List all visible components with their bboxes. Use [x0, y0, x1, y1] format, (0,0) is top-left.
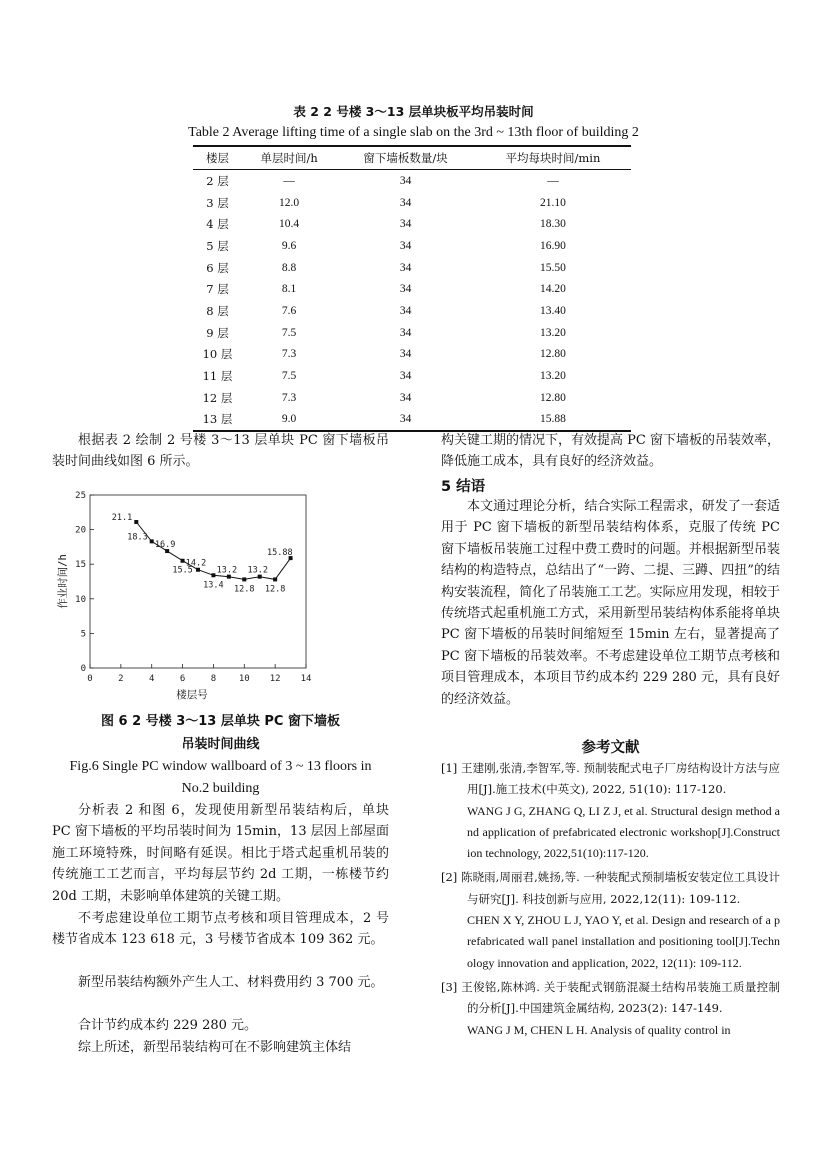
x-tick-label: 12	[269, 674, 281, 684]
table-cell: 14.20	[540, 283, 566, 296]
table-cell: 34	[399, 391, 412, 404]
extra-cost-paragraph: 新型吊装结构额外产生人工、材料费用约 3 700 元。	[78, 975, 384, 990]
table-row	[193, 365, 631, 387]
table-cell: 10.4	[279, 218, 300, 231]
table-cell: 15.50	[540, 261, 566, 274]
cost-paragraph: 不考虑建设单位工期节点考核和项目管理成本，2 号楼节省成本 123 618 元，3 号楼节省成本 109 362 元。	[52, 911, 389, 948]
table-cell: 34	[399, 239, 412, 252]
table-cell: 9 层	[206, 325, 229, 340]
references-list	[441, 758, 780, 1041]
x-tick-label: 14	[300, 674, 312, 684]
table-cell: 10 层	[202, 347, 233, 362]
table-row	[193, 344, 631, 366]
table-header-row	[193, 146, 631, 170]
table-row	[193, 192, 631, 214]
table-cell: 15.88	[475, 409, 631, 432]
reference-zh: [2] 陈晓雨,周丽君,姚扬,等. 一种装配式预制墙板安装定位工具设计与研究[J]. 科技创新与应用, 2022,12(11): 109-112.	[441, 870, 780, 906]
table-cell: 8.1	[281, 283, 297, 296]
reference-item	[441, 867, 780, 973]
table-row	[193, 257, 631, 279]
section-title-conclusion: 5 结语	[441, 479, 486, 495]
data-label: 13.2	[247, 565, 268, 576]
header-floor-time: 单层时间/h	[242, 146, 336, 170]
data-label: 15.88	[266, 548, 293, 559]
data-point	[211, 573, 215, 577]
table-cell: 34	[336, 409, 475, 432]
table-cell: 8 层	[206, 303, 229, 318]
reference-zh: [1] 王建刚,张清,李智军,等. 预制装配式电子厂房结构设计方法与应用[J].施工技术(中英文), 2022, 51(10): 117-120.	[441, 761, 780, 797]
table-cell: 7.3	[281, 348, 297, 361]
table-cell: 34	[399, 196, 412, 209]
table-cell: 13.20	[540, 370, 566, 383]
table-cell: 8.8	[281, 261, 297, 274]
table-cell: 13 层	[193, 409, 242, 432]
table-cell: 34	[399, 174, 412, 187]
table-cell: —	[547, 174, 559, 187]
table-cell: 34	[399, 261, 412, 274]
summary-paragraph: 综上所述，新型吊装结构可在不影响建筑主体结	[78, 1040, 352, 1055]
figure-caption-en-line1: Fig.6 Single PC window wallboard of 3 ~ 13 floors in	[69, 759, 372, 774]
reference-item	[441, 758, 780, 864]
reference-en: CHEN X Y, ZHOU L J, YAO Y, et al. Design and research of a prefabricated wall panel installation and positioning tool[J].Technology innovation and application, 2022, 12(11): 109-112.	[467, 913, 780, 970]
table-cell: 13.20	[540, 326, 566, 339]
x-axis-label: 楼层号	[176, 689, 208, 701]
data-point	[134, 520, 138, 524]
data-label: 12.8	[264, 584, 286, 595]
data-label: 14.2	[185, 558, 207, 569]
table-cell: 13.40	[540, 304, 566, 317]
table-row	[193, 322, 631, 344]
data-table	[193, 145, 631, 432]
y-tick-label: 0	[80, 664, 86, 674]
figure-caption-zh-line1: 图 6 2 号楼 3～13 层单块 PC 窗下墙板	[101, 714, 340, 729]
table-cell: 34	[399, 304, 412, 317]
data-label: 18.3	[127, 532, 148, 543]
table-cell: 16.90	[540, 239, 566, 252]
table-cell: 9.0	[242, 409, 336, 432]
x-tick-label: 10	[238, 674, 250, 684]
reference-zh: [3] 王俊铭,陈林鸿. 关于装配式钢筋混凝土结构吊装施工质量控制的分析[J].中国建筑金属结构, 2023(2): 147-149.	[441, 979, 780, 1016]
x-tick-label: 8	[210, 674, 217, 684]
table-cell: 18.30	[540, 218, 566, 231]
table-row	[193, 170, 631, 192]
data-point	[242, 577, 246, 581]
table-cell: 2 层	[206, 173, 229, 188]
header-floor: 楼层	[193, 146, 242, 170]
table-cell: 9.6	[281, 239, 297, 252]
table-cell: 12.80	[540, 348, 566, 361]
table-row	[193, 235, 631, 257]
reference-en: WANG J M, CHEN L H. Analysis of quality control in	[467, 1022, 731, 1037]
y-tick-label: 15	[75, 560, 86, 571]
data-point	[181, 559, 185, 563]
intro-paragraph: 根据表 2 绘制 2 号楼 3～13 层单块 PC 窗下墙板吊装时间曲线如图 6 所示。	[52, 433, 389, 470]
reference-en: WANG J G, ZHANG Q, LI Z J, et al. Structural design method and application of prefabricated electronic workshop[J].Construction technology, 2022,51(10):117-120.	[467, 803, 780, 861]
data-label: 13.4	[203, 580, 224, 591]
data-label: 13.2	[216, 565, 238, 576]
table-cell: 3 层	[206, 195, 229, 210]
data-point	[150, 539, 154, 543]
conclusion-paragraph: 本文通过理论分析，结合实际工程需求，研发了一套适用于 PC 窗下墙板的新型吊装结构体系，克服了传统 PC 窗下墙板吊装施工过程中费工费时的问题。并根据新型吊装结构的构造特点，总结出了“一跨、二提、三蹲、四扭”的结构安装流程，简化了吊装施工工艺。实际应用发现，相较于传统塔式起重机施工方式，采用新型吊装结构体系能将单块 PC 窗下墙板的吊装时间缩短至 15min 左右，显著提高了 PC 窗下墙板的吊装效率。不考虑建设单位工期节点考核和项目管理成本，本项目节约成本约 229 280 元，具有良好的经济效益。	[441, 499, 780, 707]
table-row	[193, 300, 631, 322]
x-tick-label: 0	[87, 674, 93, 684]
table-cell: 7.5	[281, 370, 297, 383]
table-cell: 7.5	[281, 326, 297, 339]
references-title: 参考文献	[581, 740, 640, 756]
table-row	[193, 278, 631, 300]
table-row	[193, 213, 631, 235]
figure-caption-zh-line2: 吊装时间曲线	[181, 737, 260, 752]
data-label: 12.8	[234, 584, 255, 595]
table-cell: 7.3	[281, 391, 297, 404]
table-cell: 6 层	[206, 260, 229, 275]
figure-caption-en	[52, 756, 389, 800]
table-cell: 11 层	[202, 369, 233, 384]
analysis-paragraph: 分析表 2 和图 6，发现使用新型吊装结构后，单块 PC 窗下墙板的平均吊装时间为 15min，13 层因上部屋面施工环境特殊，时间略有延误。相比于塔式起重机吊装的传统施工工艺而言，平均每层节约 2d 工期，一栋楼节约 20d 工期，未影响单体建筑的关键工期。	[52, 803, 389, 904]
table-cell: 12.0	[279, 196, 300, 209]
table-caption-en: Table 2 Average lifting time of a single slab on the 3rd ~ 13th floor of building 2	[188, 125, 639, 140]
lifting-time-chart	[52, 484, 372, 704]
header-avg-time: 平均每块时间/min	[475, 146, 631, 170]
table-cell: 4 层	[206, 217, 229, 232]
x-tick-label: 6	[179, 674, 186, 684]
data-label: 15.5	[172, 565, 193, 576]
table-cell: 34	[399, 370, 412, 383]
figure-caption-zh	[52, 710, 389, 756]
figure-caption-en-line2: No.2 building	[181, 781, 260, 796]
table-cell: 34	[399, 218, 412, 231]
header-panel-count: 窗下墙板数量/块	[336, 146, 475, 170]
table-row	[193, 409, 631, 432]
table-cell: 21.10	[540, 196, 566, 209]
table-cell: 5 层	[206, 238, 229, 253]
table-cell: 34	[399, 348, 412, 361]
summary-continuation: 构关键工期的情况下，有效提高 PC 窗下墙板的吊装效率，降低施工成本，具有良好的经济效益。	[441, 433, 780, 470]
table-cell: 12 层	[202, 390, 233, 405]
y-tick-label: 5	[80, 629, 86, 640]
x-tick-label: 2	[118, 674, 124, 684]
data-label: 16.9	[154, 540, 176, 551]
y-tick-label: 10	[75, 594, 86, 605]
table-cell: 7 层	[206, 282, 229, 297]
table-cell: —	[283, 174, 295, 187]
table-cell: 12.80	[540, 391, 566, 404]
table-caption-zh: 表 2 2 号楼 3～13 层单块板平均吊装时间	[293, 104, 534, 119]
table-cell: 34	[399, 283, 412, 296]
x-tick-label: 4	[149, 674, 155, 684]
y-axis-label: 作业时间/h	[57, 554, 69, 609]
reference-item	[441, 977, 780, 1041]
table-row	[193, 387, 631, 409]
table-cell: 7.6	[281, 304, 297, 317]
y-tick-label: 25	[75, 491, 86, 501]
y-tick-label: 20	[75, 525, 86, 536]
table-cell: 34	[399, 326, 412, 339]
data-point	[273, 577, 277, 581]
total-saving-paragraph: 合计节约成本约 229 280 元。	[78, 1018, 258, 1033]
data-label: 21.1	[111, 512, 133, 523]
